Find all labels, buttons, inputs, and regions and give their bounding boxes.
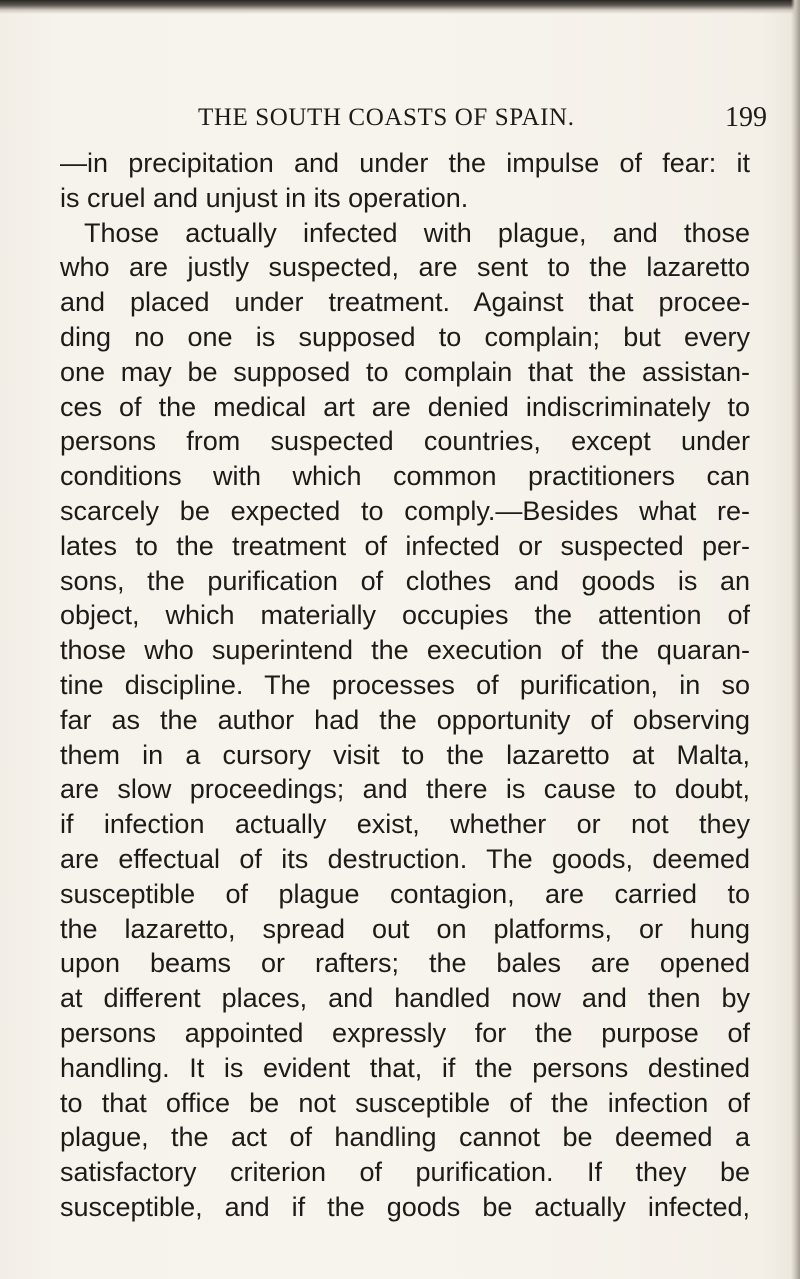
text-line: are effectual of its destruction. The goods, deemed xyxy=(60,843,750,874)
text-line: susceptible, and if the goods be actually infected, xyxy=(60,1191,750,1222)
page-top-edge xyxy=(0,0,800,14)
text-line: ces of the medical art are denied indiscriminately to xyxy=(60,391,750,422)
text-line: them in a cursory visit to the lazaretto at Malta, xyxy=(60,739,750,770)
text-line: and placed under treatment. Against that procee- xyxy=(60,287,750,318)
text-line: at different places, and handled now and then by xyxy=(60,983,750,1014)
text-line: far as the author had the opportunity of observing xyxy=(60,704,750,735)
text-line: scarcely be expected to comply.—Besides what re- xyxy=(60,495,750,526)
text-line: those who superintend the execution of the quaran- xyxy=(60,635,750,666)
text-line: to that office be not susceptible of the infection of xyxy=(60,1087,750,1118)
text-line: the lazaretto, spread out on platforms, or hung xyxy=(60,913,750,944)
running-title: THE SOUTH COASTS OF SPAIN. xyxy=(198,104,575,131)
text-line: persons from suspected countries, except under xyxy=(60,426,750,457)
text-line: one may be supposed to complain that the assistan- xyxy=(60,356,750,387)
text-line: susceptible of plague contagion, are carried to xyxy=(60,878,750,909)
text-line: sons, the purification of clothes and goods is an xyxy=(60,565,750,596)
body-text xyxy=(60,146,750,1225)
text-line: lates to the treatment of infected or suspected per- xyxy=(60,530,750,561)
text-line: is cruel and unjust in its operation. xyxy=(60,182,469,213)
text-line: persons appointed expressly for the purpose of xyxy=(60,1017,750,1048)
page-right-edge xyxy=(791,0,800,1279)
text-line: upon beams or rafters; the bales are opened xyxy=(60,948,750,979)
text-line: ding no one is supposed to complain; but every xyxy=(60,321,750,352)
text-line: who are justly suspected, are sent to the lazaretto xyxy=(60,252,750,283)
text-line: —in precipitation and under the impulse of fear: it xyxy=(60,148,750,178)
text-line: are slow proceedings; and there is cause to doubt, xyxy=(60,774,750,805)
text-line: satisfactory criterion of purification. If they be xyxy=(60,1157,750,1188)
text-line: conditions with which common practitioners can xyxy=(60,461,750,492)
text-line: object, which materially occupies the attention of xyxy=(60,600,750,631)
text-line: Those actually infected with plague, and those xyxy=(84,217,750,248)
text-line: if infection actually exist, whether or not they xyxy=(60,809,750,840)
text-line: tine discipline. The processes of purification, in so xyxy=(60,669,750,700)
text-line: handling. It is evident that, if the persons destined xyxy=(60,1052,750,1083)
page-number: 199 xyxy=(725,102,767,133)
running-head xyxy=(0,102,800,142)
text-line: plague, the act of handling cannot be deemed a xyxy=(60,1122,750,1153)
